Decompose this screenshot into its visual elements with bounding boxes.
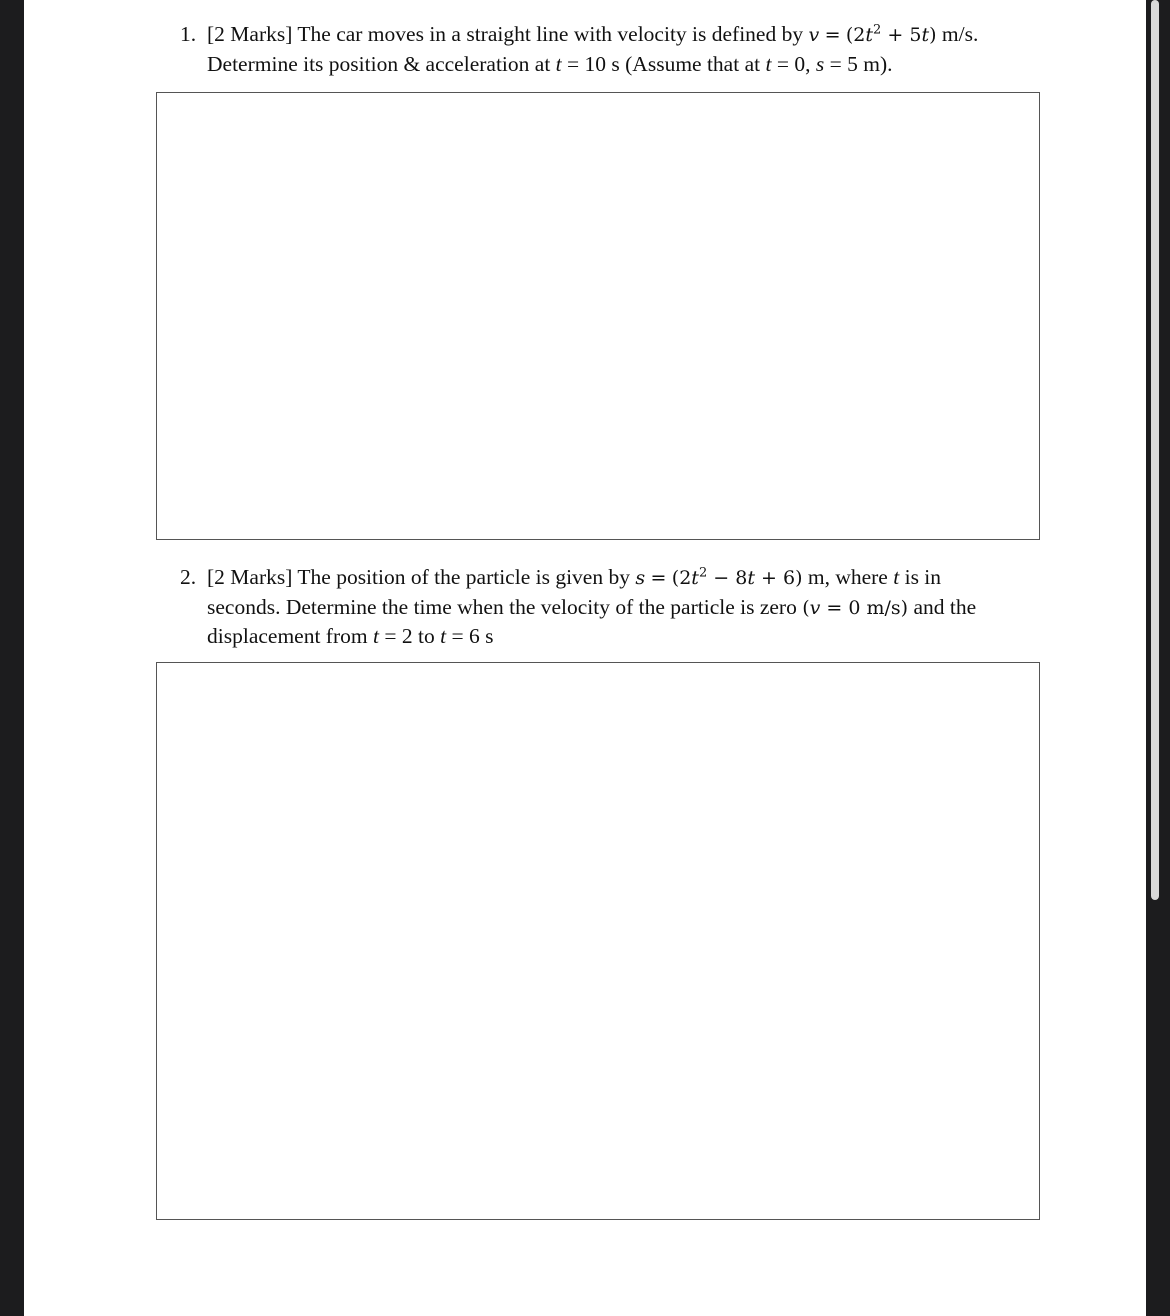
question-line — [207, 20, 1060, 50]
math-part: (2 — [671, 567, 692, 589]
text-segment: = 10 s (Assume that at — [567, 51, 761, 76]
math-part: ) — [929, 24, 937, 46]
math-part: 8 — [735, 567, 748, 589]
math-part: ( — [802, 596, 810, 619]
math-part: + 6) — [761, 567, 803, 589]
math-symbol: t — [865, 24, 874, 46]
math-part: (2 — [845, 24, 866, 46]
unit-label: m/s. — [941, 22, 979, 46]
math-symbol: t — [691, 567, 699, 589]
question-1 — [180, 20, 1060, 78]
math-operator: = — [650, 567, 667, 589]
text-segment: m, where — [807, 565, 888, 589]
text-segment: = 0, — [776, 51, 811, 76]
question-line — [207, 622, 1060, 651]
text-segment: Determine its position & acceleration at — [207, 51, 551, 76]
question-line — [207, 563, 1060, 593]
math-symbol: t — [921, 24, 930, 46]
math-symbol: v — [809, 596, 821, 619]
math-expression — [802, 597, 908, 619]
text-segment: The car moves in a straight line with velocity is defined by — [297, 22, 804, 46]
scrollbar[interactable] — [1151, 0, 1159, 900]
question-text — [207, 20, 1060, 78]
math-operator: − — [713, 567, 730, 589]
math-symbol: t — [555, 51, 562, 76]
math-expression — [672, 567, 803, 589]
text-segment: = 2 to — [384, 624, 435, 648]
question-2 — [180, 563, 1060, 651]
math-exponent: 2 — [873, 22, 882, 38]
question-text — [207, 563, 1060, 651]
math-operator: = — [824, 24, 841, 46]
text-segment: = 6 s — [451, 624, 494, 648]
question-line — [207, 593, 1060, 623]
math-part: = 0 m/s) — [826, 596, 909, 619]
document-page — [24, 0, 1146, 1316]
math-part: 5 — [909, 24, 922, 46]
answer-box-1[interactable] — [156, 92, 1040, 540]
marks-label: [2 Marks] — [207, 565, 293, 589]
math-symbol: s — [635, 567, 646, 589]
text-segment: = 5 m). — [829, 51, 893, 76]
math-symbol: t — [747, 567, 755, 589]
question-line — [207, 50, 1060, 79]
math-symbol: v — [808, 24, 820, 46]
question-number: 1. — [180, 22, 197, 46]
marks-label: [2 Marks] — [207, 22, 293, 46]
math-symbol: t — [893, 565, 900, 589]
math-symbol: s — [815, 51, 825, 76]
math-symbol: t — [765, 51, 772, 76]
math-expression — [846, 24, 937, 46]
answer-box-2[interactable] — [156, 662, 1040, 1220]
text-segment: is in — [904, 565, 942, 589]
text-segment: seconds. Determine the time when the velocity of the particle is zero — [207, 594, 797, 619]
math-symbol: t — [440, 624, 447, 648]
question-number: 2. — [180, 565, 197, 589]
text-segment: displacement from — [207, 624, 368, 648]
math-operator: + — [887, 24, 904, 46]
math-exponent: 2 — [698, 565, 708, 581]
text-segment: The position of the particle is given by — [297, 565, 630, 589]
text-segment: and the — [913, 594, 977, 619]
math-symbol: t — [372, 624, 379, 648]
